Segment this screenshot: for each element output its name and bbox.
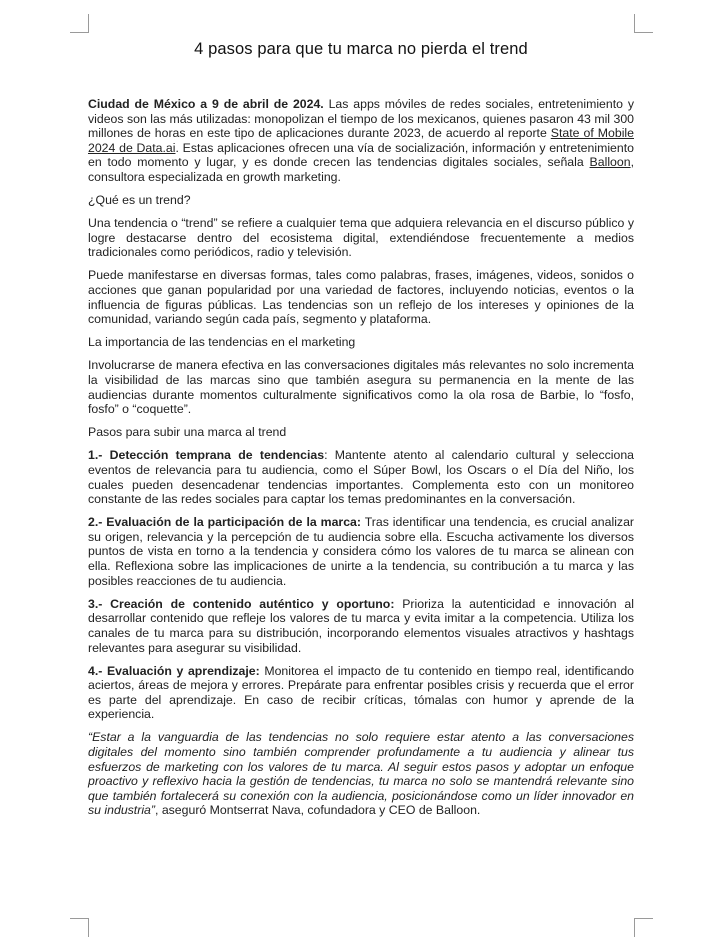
importance-paragraph: Involucrarse de manera efectiva en las conversaciones digitales más relevantes no solo incrementa la visibilidad de las marcas sino que también asegura su permanencia en la mente de las audiencias durante momentos culturalmente significativos como la ola rosa de Barbie, lo “fosfo, fosfo” o “coquette”. — [88, 358, 634, 417]
quote-attribution: , aseguró Montserrat Nava, cofundadora y CEO de Balloon. — [154, 803, 481, 818]
dateline: Ciudad de México a 9 de abril de 2024. — [88, 97, 324, 111]
document-title: 4 pasos para que tu marca no pierda el trend — [194, 40, 528, 58]
step-1-text: : Mantente atento al calendario cultural y selecciona eventos de relevancia para tu audiencia, como el Súper Bowl, los Oscars o el Día del Niño, los cuales pueden desencadenar tendencias importantes. Complementa esto con un monitoreo constante de las redes sociales para captar los temas predominantes en la conversación. — [88, 448, 635, 507]
step-2-label: 2.- Evaluación de la participación de la marca: — [88, 515, 361, 530]
step-1 — [88, 448, 634, 506]
intro-text-3: , consultora especializada en growth marketing. — [88, 155, 634, 184]
heading-steps: Pasos para subir una marca al trend — [88, 425, 287, 440]
trend-paragraph-2: Puede manifestarse en diversas formas, tales como palabras, frases, imágenes, videos, sonidos o acciones que ganan popularidad por una variedad de factores, incluyendo noticias, eventos o la influencia de figuras públicas. Las tendencias son un reflejo de los intereses y opiniones de la comunidad, variando según cada país, segmento y plataforma. — [88, 268, 634, 327]
step-3-text: Prioriza la autenticidad e innovación al desarrollar contenido que refleje los valores de tu marca y evita imitar a la competencia. Utiliza los canales de tu marca para su distribución, incorporando elementos visuales atractivos y hashtags relevantes para asegurar su visibilidad. — [88, 596, 635, 655]
step-4 — [88, 664, 634, 722]
trend-paragraph-1: Una tendencia o “trend” se refiere a cualquier tema que adquiera relevancia en el discurso público y logre destacarse dentro del ecosistema digital, extendiéndose frecuentemente a medios tradicionales como periódicos, radio y televisión. — [88, 216, 634, 260]
step-3 — [88, 597, 634, 655]
crop-mark-bottom-left — [70, 918, 89, 937]
intro-paragraph — [88, 97, 634, 185]
crop-mark-top-left — [70, 14, 89, 33]
crop-mark-bottom-right — [634, 918, 653, 937]
heading-importance: La importancia de las tendencias en el marketing — [88, 335, 356, 350]
intro-text-1: Las apps móviles de redes sociales, entretenimiento y videos son las más utilizadas: monopolizan el tiempo de los mexicanos, quienes pasaron 43 mil 300 millones de horas en este tipo de aplicaciones durante 2023, de acuerdo al reporte — [88, 97, 634, 141]
intro-text-2: . Estas aplicaciones ofrecen una vía de socialización, información y entretenimiento en todo momento y lugar, y es donde crecen las tendencias digitales sociales, señala — [88, 140, 634, 170]
step-4-text: Monitorea el impacto de tu contenido en tiempo real, identificando aciertos, áreas de mejora y errores. Prepárate para enfrentar posibles crisis y recuerda que el error es parte del aprendizaje. En caso de recibir críticas, tómalas con humor y aprende de la experiencia. — [88, 663, 634, 722]
step-3-label: 3.- Creación de contenido auténtico y oportuno: — [88, 596, 395, 611]
step-2-text: Tras identificar una tendencia, es crucial analizar su origen, relevancia y la percepción de tu audiencia sobre ella. Escucha activamente los diversos puntos de vista en torno a la tendencia y considera cómo los valores de tu marca se alinean con ella. Reflexiona sobre las implicaciones de unirte a la tendencia, su contribución a tu marca y las posibles reacciones de tu audiencia. — [88, 515, 635, 588]
crop-mark-top-right — [634, 14, 653, 33]
quote-text: “Estar a la vanguardia de las tendencias no solo requiere estar atento a las conversaciones digitales del momento sino también comprender profundamente a tu audiencia y alinear tus esfuerzos de marketing con los valores de tu marca. Al seguir estos pasos y adoptar un enfoque proactivo y reflexivo hacia la gestión de tendencias, tu marca no solo se mantendrá relevante sino que también fortalecerá su conexión con la audiencia, posicionándose como un líder innovador en su industria” — [88, 730, 634, 818]
heading-what-is-trend: ¿Qué es un trend? — [88, 193, 191, 208]
balloon-link[interactable]: Balloon — [589, 155, 631, 170]
report-link[interactable]: State of Mobile 2024 de Data.ai — [88, 126, 634, 155]
closing-quote — [88, 730, 634, 818]
step-4-label: 4.- Evaluación y aprendizaje: — [88, 663, 260, 678]
step-1-label: 1.- Detección temprana de tendencias — [88, 448, 325, 463]
document-page — [88, 40, 634, 827]
step-2 — [88, 515, 634, 588]
